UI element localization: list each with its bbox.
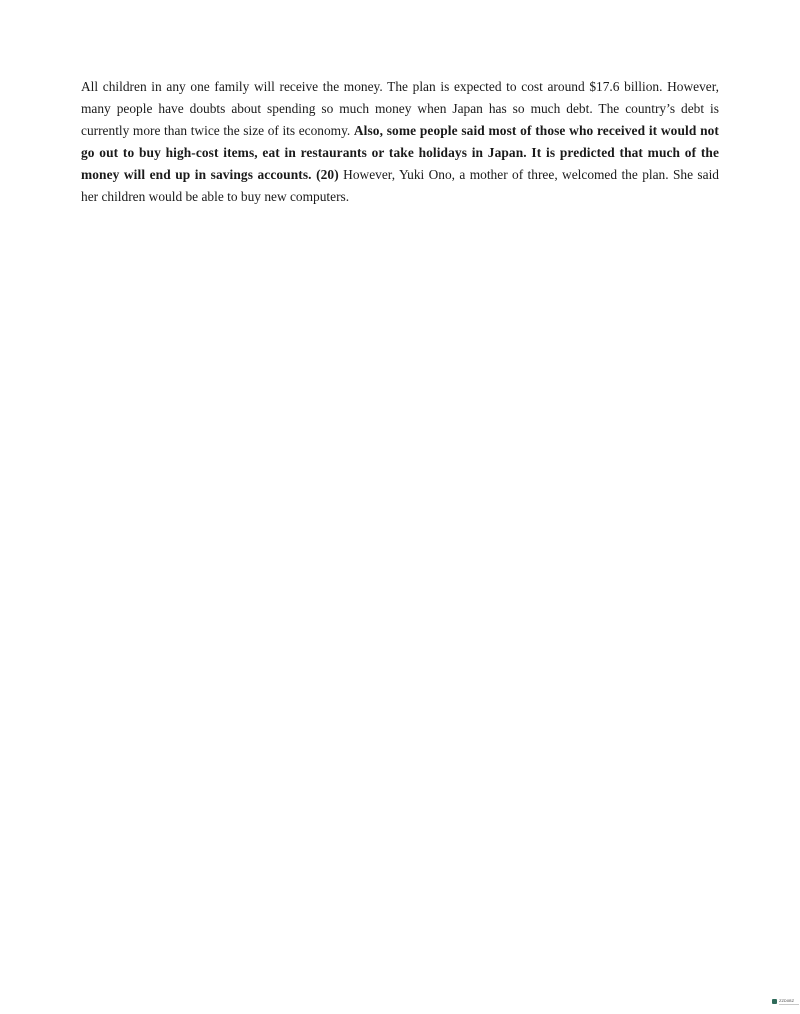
watermark-label: ZZDXBZ [779, 999, 795, 1003]
paragraph-text-intro: All children in any one family will receive the money. The plan is expected to cost around $17.6 billion. However, many people have doubts about spending so much money when Japan has so much debt. The country’s debt is currently more than twice the size of its economy. [81, 79, 719, 138]
watermark-underline [779, 1004, 799, 1005]
paragraph-text-bold: Also, some people said most of those who received it would not go out to buy high-cost items, eat in restaurants or take holidays in Japan. It is predicted that much of the money will end up in savings accounts. (20) [81, 123, 719, 182]
watermark-logo-icon [772, 999, 777, 1004]
article-paragraph [81, 76, 719, 208]
paragraph-text-outro: However, Yuki Ono, a mother of three, welcomed the plan. She said her children would be able to buy new computers. [81, 167, 720, 204]
watermark [772, 999, 799, 1005]
